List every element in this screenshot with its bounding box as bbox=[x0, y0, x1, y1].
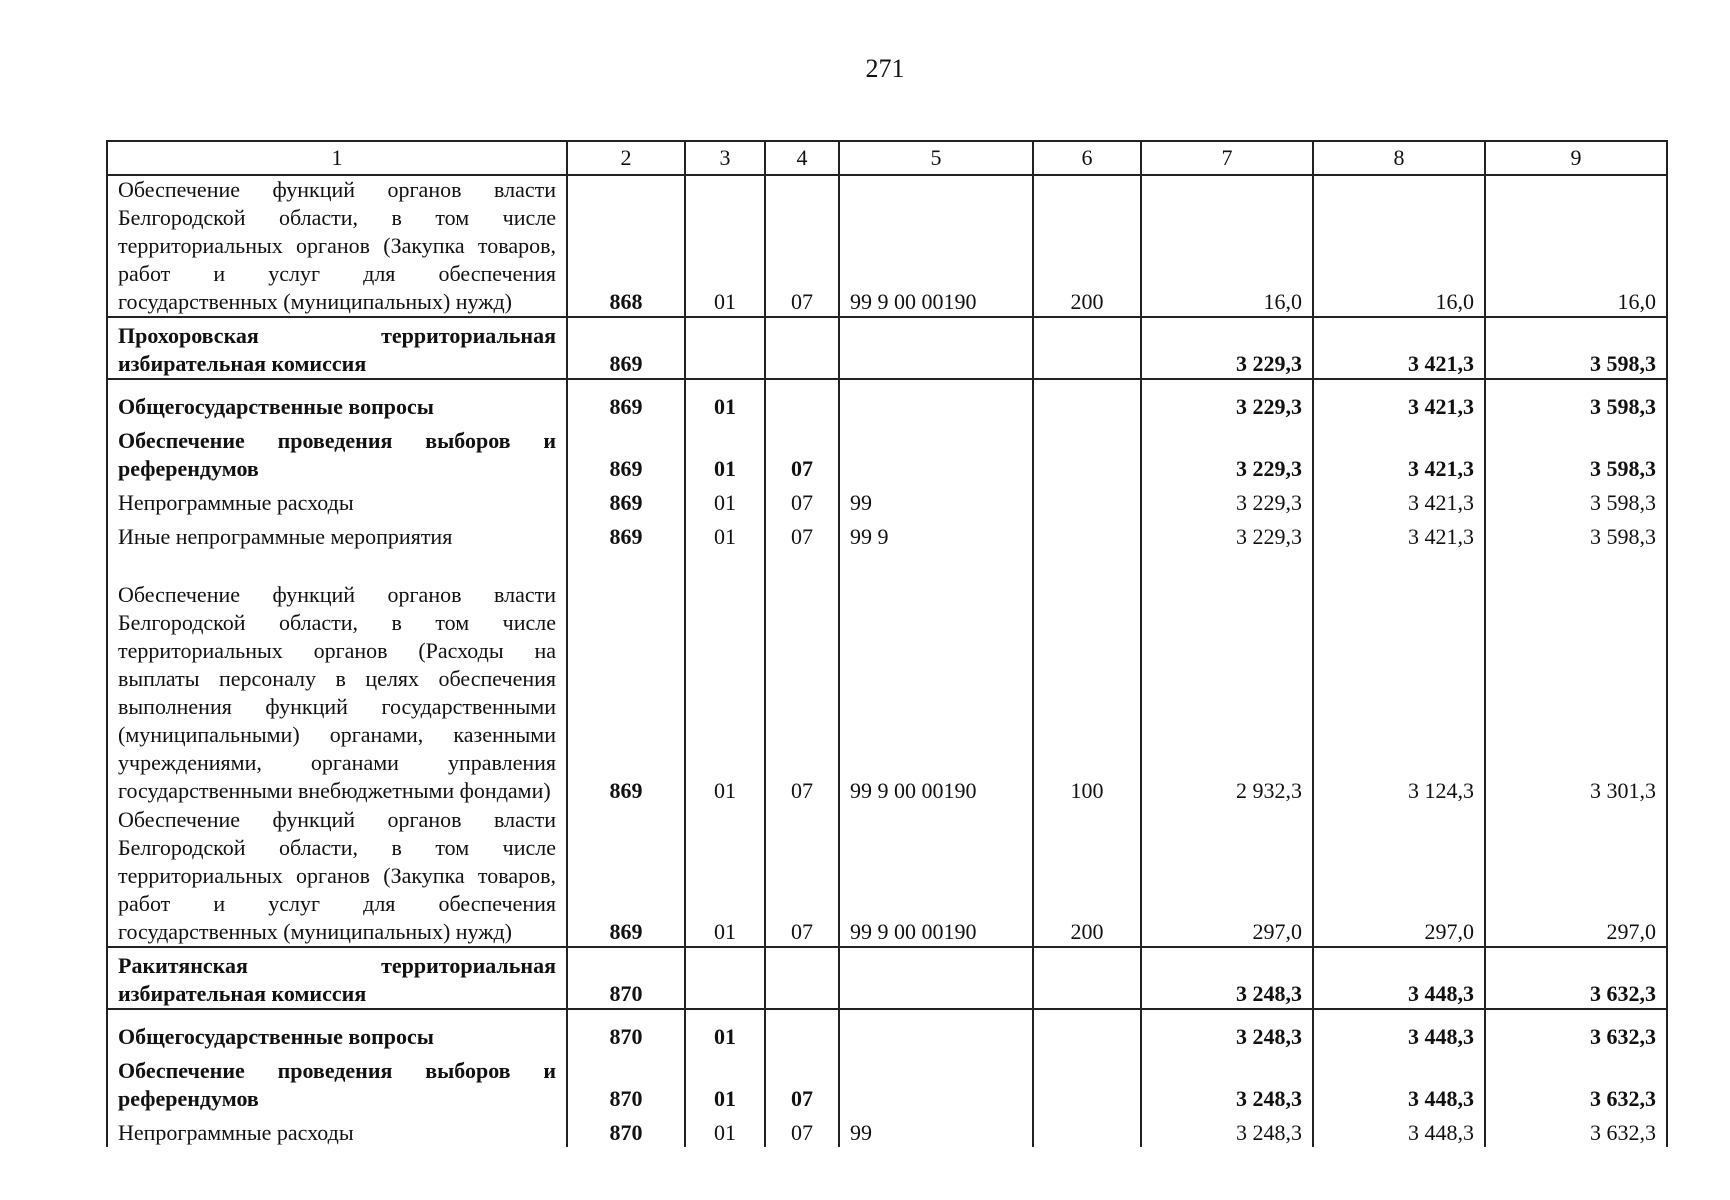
cell-type bbox=[1033, 421, 1141, 483]
cell-article bbox=[839, 1009, 1033, 1051]
column-header: 5 bbox=[839, 141, 1033, 175]
column-header: 9 bbox=[1485, 141, 1667, 175]
cell-amount-8: 16,0 bbox=[1313, 175, 1485, 317]
row-name: Обеспечение проведения выборов и референдумов bbox=[107, 1051, 567, 1113]
cell-type bbox=[1033, 1009, 1141, 1051]
cell-code: 870 bbox=[567, 947, 685, 1009]
header-row bbox=[107, 141, 1667, 175]
cell-article: 99 bbox=[839, 483, 1033, 517]
cell-amount-7: 3 229,3 bbox=[1141, 379, 1313, 421]
cell-article: 99 9 00 00190 bbox=[839, 805, 1033, 947]
cell-code: 869 bbox=[567, 379, 685, 421]
table-row bbox=[107, 421, 1667, 483]
cell-code: 869 bbox=[567, 483, 685, 517]
table-row bbox=[107, 317, 1667, 379]
cell-code: 869 bbox=[567, 421, 685, 483]
row-name: Обеспечение функций органов власти Белгородской области, в том числе территориальных органов (Расходы на выплаты персоналу в целях обеспечения выполнения функций государственными (муниципальными) органами, казенными учреждениями, органами управления государственными внебюджетными фондами) bbox=[107, 551, 567, 805]
cell-amount-8: 3 421,3 bbox=[1313, 317, 1485, 379]
cell-amount-9: 3 301,3 bbox=[1485, 551, 1667, 805]
cell-amount-8: 3 448,3 bbox=[1313, 1051, 1485, 1113]
cell-subsection: 07 bbox=[765, 805, 839, 947]
column-header: 8 bbox=[1313, 141, 1485, 175]
cell-subsection bbox=[765, 317, 839, 379]
cell-subsection: 07 bbox=[765, 175, 839, 317]
cell-amount-8: 3 421,3 bbox=[1313, 517, 1485, 551]
cell-code: 868 bbox=[567, 175, 685, 317]
cell-section: 01 bbox=[685, 517, 765, 551]
row-name: Прохоровская территориальная избирательная комиссия bbox=[107, 317, 567, 379]
cell-amount-9: 3 632,3 bbox=[1485, 1113, 1667, 1147]
cell-amount-7: 16,0 bbox=[1141, 175, 1313, 317]
row-name: Иные непрограммные мероприятия bbox=[107, 517, 567, 551]
cell-section bbox=[685, 947, 765, 1009]
cell-article bbox=[839, 317, 1033, 379]
cell-amount-8: 3 421,3 bbox=[1313, 483, 1485, 517]
cell-subsection: 07 bbox=[765, 483, 839, 517]
cell-type: 100 bbox=[1033, 551, 1141, 805]
cell-amount-9: 3 598,3 bbox=[1485, 317, 1667, 379]
cell-article: 99 9 00 00190 bbox=[839, 175, 1033, 317]
cell-type bbox=[1033, 947, 1141, 1009]
page-number: 271 bbox=[865, 54, 905, 83]
table-row bbox=[107, 805, 1667, 947]
cell-amount-7: 3 248,3 bbox=[1141, 1051, 1313, 1113]
cell-amount-8: 3 448,3 bbox=[1313, 947, 1485, 1009]
cell-amount-9: 3 598,3 bbox=[1485, 421, 1667, 483]
cell-amount-8: 3 448,3 bbox=[1313, 1113, 1485, 1147]
cell-section: 01 bbox=[685, 805, 765, 947]
table-row bbox=[107, 551, 1667, 805]
cell-amount-8: 3 421,3 bbox=[1313, 421, 1485, 483]
cell-type bbox=[1033, 379, 1141, 421]
cell-amount-9: 3 598,3 bbox=[1485, 379, 1667, 421]
cell-amount-9: 3 598,3 bbox=[1485, 483, 1667, 517]
cell-amount-8: 297,0 bbox=[1313, 805, 1485, 947]
cell-amount-7: 3 229,3 bbox=[1141, 317, 1313, 379]
row-name: Обеспечение функций органов власти Белгородской области, в том числе территориальных органов (Закупка товаров, работ и услуг для обеспечения государственных (муниципальных) нужд) bbox=[107, 805, 567, 947]
cell-section: 01 bbox=[685, 1113, 765, 1147]
cell-amount-7: 3 229,3 bbox=[1141, 517, 1313, 551]
cell-section: 01 bbox=[685, 379, 765, 421]
cell-type bbox=[1033, 1113, 1141, 1147]
table-row bbox=[107, 483, 1667, 517]
column-header: 7 bbox=[1141, 141, 1313, 175]
cell-article bbox=[839, 379, 1033, 421]
column-header: 2 bbox=[567, 141, 685, 175]
cell-section: 01 bbox=[685, 175, 765, 317]
row-name: Обеспечение функций органов власти Белгородской области, в том числе территориальных органов (Закупка товаров, работ и услуг для обеспечения государственных (муниципальных) нужд) bbox=[107, 175, 567, 317]
cell-subsection bbox=[765, 947, 839, 1009]
cell-section: 01 bbox=[685, 483, 765, 517]
cell-amount-7: 3 248,3 bbox=[1141, 1009, 1313, 1051]
cell-amount-7: 3 248,3 bbox=[1141, 947, 1313, 1009]
cell-amount-7: 3 229,3 bbox=[1141, 483, 1313, 517]
cell-amount-7: 2 932,3 bbox=[1141, 551, 1313, 805]
cell-article bbox=[839, 421, 1033, 483]
table-row bbox=[107, 1009, 1667, 1051]
cell-type bbox=[1033, 1051, 1141, 1113]
row-name: Непрограммные расходы bbox=[107, 483, 567, 517]
table-row bbox=[107, 947, 1667, 1009]
cell-code: 869 bbox=[567, 517, 685, 551]
cell-code: 869 bbox=[567, 805, 685, 947]
cell-type: 200 bbox=[1033, 805, 1141, 947]
cell-section: 01 bbox=[685, 1051, 765, 1113]
cell-article bbox=[839, 947, 1033, 1009]
budget-table bbox=[106, 140, 1668, 1147]
cell-amount-8: 3 421,3 bbox=[1313, 379, 1485, 421]
table-row bbox=[107, 379, 1667, 421]
cell-amount-8: 3 448,3 bbox=[1313, 1009, 1485, 1051]
cell-subsection bbox=[765, 379, 839, 421]
cell-code: 869 bbox=[567, 551, 685, 805]
column-header: 1 bbox=[107, 141, 567, 175]
cell-code: 869 bbox=[567, 317, 685, 379]
row-name: Обеспечение проведения выборов и референдумов bbox=[107, 421, 567, 483]
cell-amount-9: 3 632,3 bbox=[1485, 1051, 1667, 1113]
cell-section: 01 bbox=[685, 1009, 765, 1051]
cell-type: 200 bbox=[1033, 175, 1141, 317]
row-name: Общегосударственные вопросы bbox=[107, 379, 567, 421]
cell-article: 99 9 00 00190 bbox=[839, 551, 1033, 805]
row-name: Общегосударственные вопросы bbox=[107, 1009, 567, 1051]
cell-subsection: 07 bbox=[765, 1051, 839, 1113]
cell-amount-9: 3 632,3 bbox=[1485, 947, 1667, 1009]
cell-section bbox=[685, 317, 765, 379]
cell-subsection: 07 bbox=[765, 421, 839, 483]
cell-subsection: 07 bbox=[765, 551, 839, 805]
cell-amount-9: 3 632,3 bbox=[1485, 1009, 1667, 1051]
table-row bbox=[107, 517, 1667, 551]
row-name: Непрограммные расходы bbox=[107, 1113, 567, 1147]
cell-code: 870 bbox=[567, 1113, 685, 1147]
cell-amount-8: 3 124,3 bbox=[1313, 551, 1485, 805]
cell-type bbox=[1033, 317, 1141, 379]
table-row bbox=[107, 1113, 1667, 1147]
column-header: 4 bbox=[765, 141, 839, 175]
cell-article bbox=[839, 1051, 1033, 1113]
cell-subsection bbox=[765, 1009, 839, 1051]
cell-amount-9: 297,0 bbox=[1485, 805, 1667, 947]
cell-article: 99 9 bbox=[839, 517, 1033, 551]
cell-article: 99 bbox=[839, 1113, 1033, 1147]
row-name: Ракитянская территориальная избирательная комиссия bbox=[107, 947, 567, 1009]
cell-section: 01 bbox=[685, 421, 765, 483]
cell-type bbox=[1033, 483, 1141, 517]
table-row bbox=[107, 1051, 1667, 1113]
cell-subsection: 07 bbox=[765, 517, 839, 551]
column-header: 6 bbox=[1033, 141, 1141, 175]
cell-amount-9: 3 598,3 bbox=[1485, 517, 1667, 551]
cell-subsection: 07 bbox=[765, 1113, 839, 1147]
cell-amount-7: 3 229,3 bbox=[1141, 421, 1313, 483]
table-row bbox=[107, 175, 1667, 317]
cell-section: 01 bbox=[685, 551, 765, 805]
cell-code: 870 bbox=[567, 1051, 685, 1113]
cell-amount-7: 297,0 bbox=[1141, 805, 1313, 947]
column-header: 3 bbox=[685, 141, 765, 175]
cell-amount-9: 16,0 bbox=[1485, 175, 1667, 317]
cell-type bbox=[1033, 517, 1141, 551]
cell-code: 870 bbox=[567, 1009, 685, 1051]
cell-amount-7: 3 248,3 bbox=[1141, 1113, 1313, 1147]
